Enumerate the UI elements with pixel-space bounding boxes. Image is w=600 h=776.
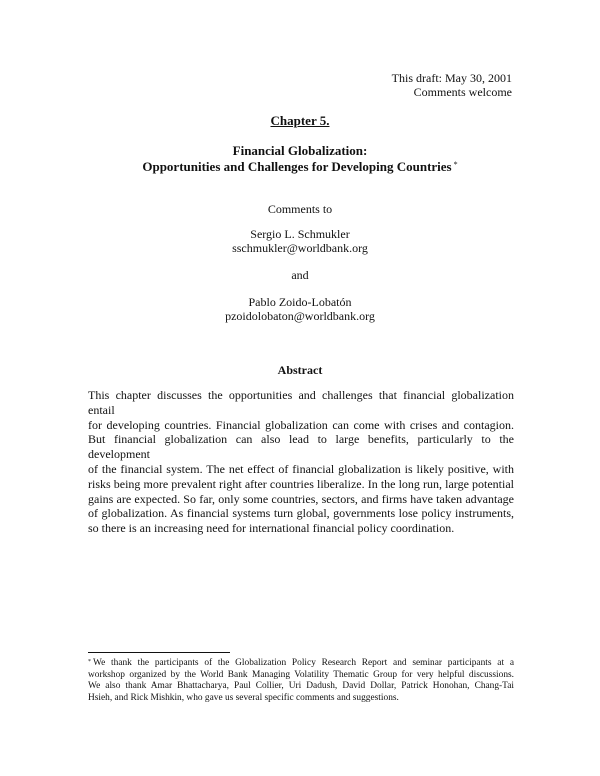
abstract-line: But financial globalization can also lead to large benefits, particularly to the development: [88, 432, 514, 462]
abstract-line: gains are expected. So far, only some countries, sectors, and firms have taken advantage: [88, 491, 514, 506]
author-1-email: sschmukler@worldbank.org: [232, 241, 368, 255]
abstract-line: This chapter discusses the opportunities and challenges that financial globalization entail: [88, 388, 514, 417]
paper-title: [0, 143, 600, 175]
author-1: [0, 227, 600, 255]
comments-welcome: Comments welcome: [413, 85, 512, 99]
comments-to-label: Comments to: [267, 202, 333, 216]
and-separator: and: [291, 268, 309, 282]
abstract-line: so there is an increasing need for international financial policy coordination.: [88, 521, 455, 536]
chapter-heading: Chapter 5.: [270, 113, 330, 128]
draft-date: This draft: May 30, 2001: [391, 71, 512, 85]
draft-info: [392, 71, 512, 99]
footnote-line-text: We thank the participants of the Globalization Policy Research Report and seminar participants at a: [93, 658, 514, 668]
title-line-2: [0, 159, 600, 175]
abstract-line: of globalization. As financial systems turn global, governments lose policy instruments,: [88, 506, 514, 521]
title-footnote-marker: *: [453, 160, 458, 169]
author-2-email: pzoidolobaton@worldbank.org: [225, 309, 375, 323]
abstract-body: [88, 388, 514, 536]
footnote-line: Hsieh, and Rick Mishkin, who gave us several specific comments and suggestions.: [88, 692, 399, 703]
footnote-divider: [88, 652, 230, 653]
author-2-name: Pablo Zoido-Lobatón: [248, 295, 352, 309]
footnote-line: We also thank Amar Bhattacharya, Paul Collier, Uri Dadush, David Dollar, Patrick Honohan, Chang-Tai: [88, 681, 514, 692]
abstract-heading: Abstract: [277, 363, 323, 377]
footnote: [88, 658, 514, 704]
abstract-line: of the financial system. The net effect of financial globalization is likely positive, with: [88, 461, 514, 476]
author-1-name: Sergio L. Schmukler: [250, 227, 350, 241]
author-2: [0, 295, 600, 323]
title-line-1: Financial Globalization:: [232, 143, 368, 158]
abstract-line: risks being more prevalent right after countries liberalize. In the long run, large potential: [88, 476, 514, 491]
footnote-line: [88, 658, 514, 670]
footnote-line: workshop organized by the World Bank Managing Volatility Thematic Group for very helpful discussions.: [88, 669, 514, 680]
abstract-line: for developing countries. Financial globalization can come with crises and contagion.: [88, 417, 514, 432]
footnote-marker: *: [88, 659, 91, 665]
title-line-2-text: Opportunities and Challenges for Developing Countries: [142, 159, 452, 174]
